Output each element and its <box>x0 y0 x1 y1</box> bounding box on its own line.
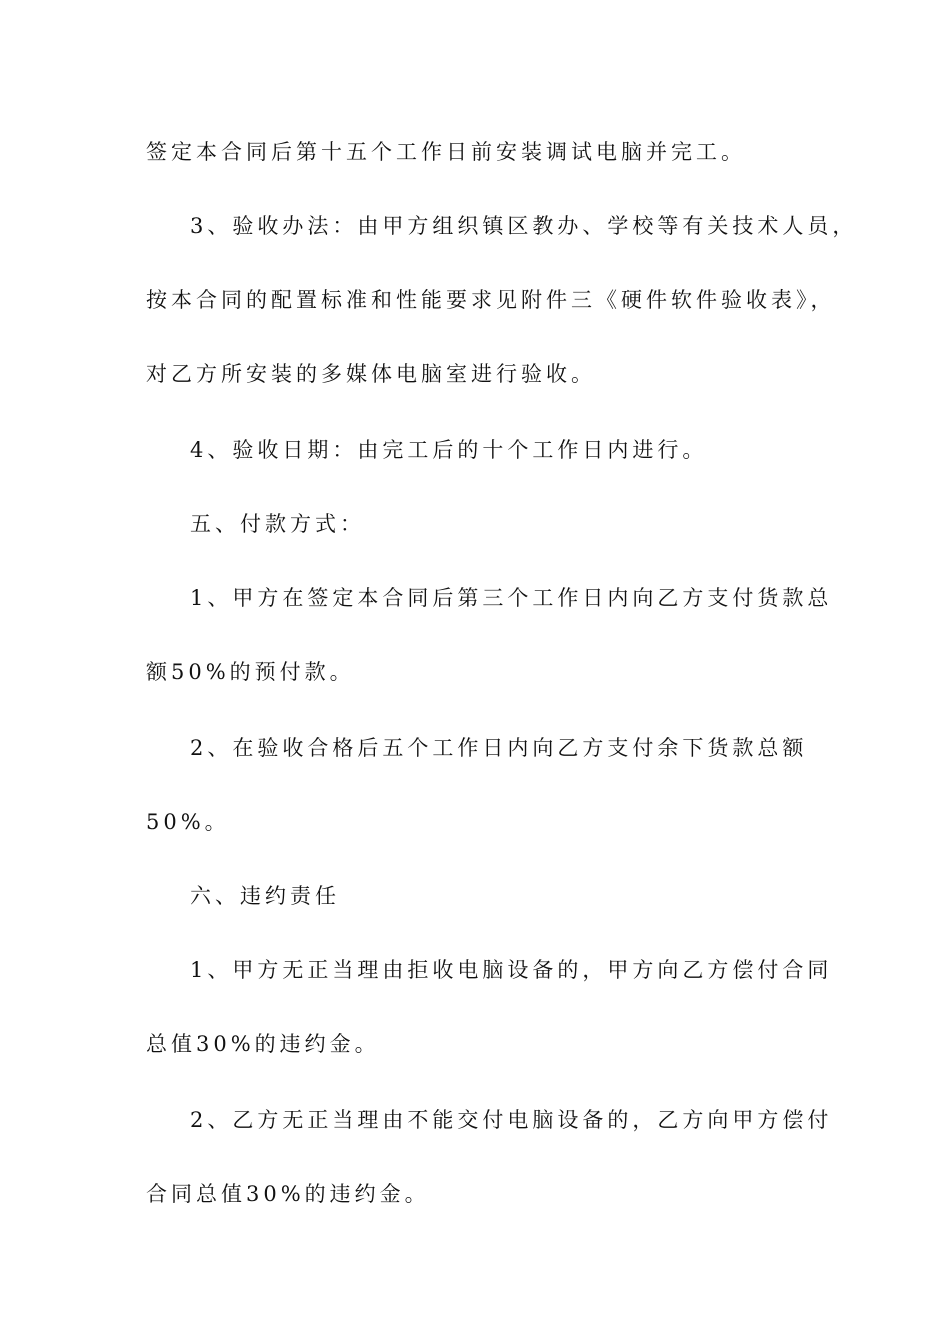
body-text-line: 额50%的预付款。 <box>146 660 355 684</box>
body-text-line: 2、在验收合格后五个工作日内向乙方支付余下货款总额 <box>190 736 808 760</box>
section-heading: 五、付款方式： <box>190 512 365 536</box>
body-text-line: 对乙方所安装的多媒体电脑室进行验收。 <box>146 362 596 386</box>
body-text-line: 1、甲方在签定本合同后第三个工作日内向乙方支付货款总 <box>190 586 833 610</box>
body-text-line: 签定本合同后第十五个工作日前安装调试电脑并完工。 <box>146 140 746 164</box>
body-text-line: 50%。 <box>146 810 230 834</box>
body-text-line: 2、乙方无正当理由不能交付电脑设备的，乙方向甲方偿付 <box>190 1108 833 1132</box>
body-text-line: 1、甲方无正当理由拒收电脑设备的，甲方向乙方偿付合同 <box>190 958 833 982</box>
body-text-line: 4、验收日期：由完工后的十个工作日内进行。 <box>190 438 708 462</box>
body-text-line: 合同总值30%的违约金。 <box>146 1182 430 1206</box>
section-heading: 六、违约责任 <box>190 884 340 908</box>
body-text-line: 总值30%的违约金。 <box>146 1032 380 1056</box>
body-text-line: 3、验收办法：由甲方组织镇区教办、学校等有关技术人员， <box>190 214 858 238</box>
body-text-line: 按本合同的配置标准和性能要求见附件三《硬件软件验收表》， <box>146 288 836 312</box>
